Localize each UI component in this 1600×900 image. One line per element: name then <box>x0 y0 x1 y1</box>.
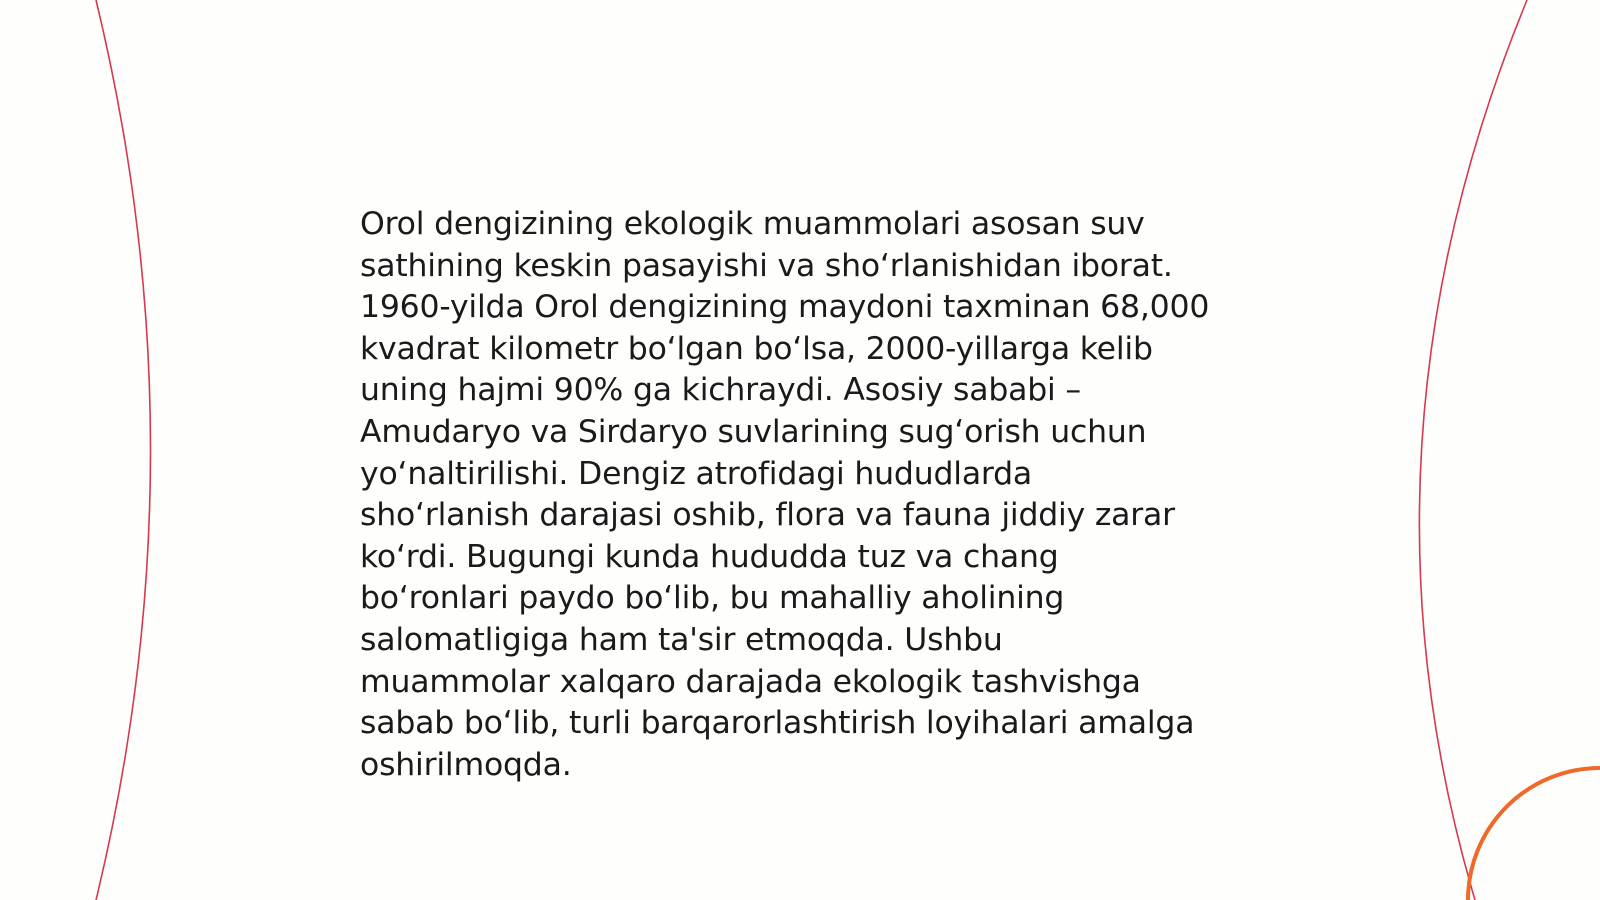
right-curve-line <box>1419 0 1527 900</box>
orange-arc <box>1468 768 1600 900</box>
left-curve-line <box>96 0 151 900</box>
slide-body-text: Orol dengizining ekologik muammolari asosan suv sathining keskin pasayishi va sho‘rlanishidan iborat. 1960-yilda Orol dengizining maydoni taxminan 68,000 kvadrat kilometr bo‘lgan bo‘lsa, 2000-yillarga kelib uning hajmi 90% ga kichraydi. Asosiy sababi – Amudaryo va Sirdaryo suvlarining sug‘orish uchun yo‘naltirilishi. Dengiz atrofidagi hududlarda sho‘rlanish darajasi oshib, flora va fauna jiddiy zarar ko‘rdi. Bugungi kunda hududda tuz va chang bo‘ronlari paydo bo‘lib, bu mahalliy aholining salomatligiga ham ta'sir etmoqda. Ushbu muammolar xalqaro darajada ekologik tashvishga sabab bo‘lib, turli barqarorlashtirish loyihalari amalga oshirilmoqda. <box>360 206 1210 783</box>
